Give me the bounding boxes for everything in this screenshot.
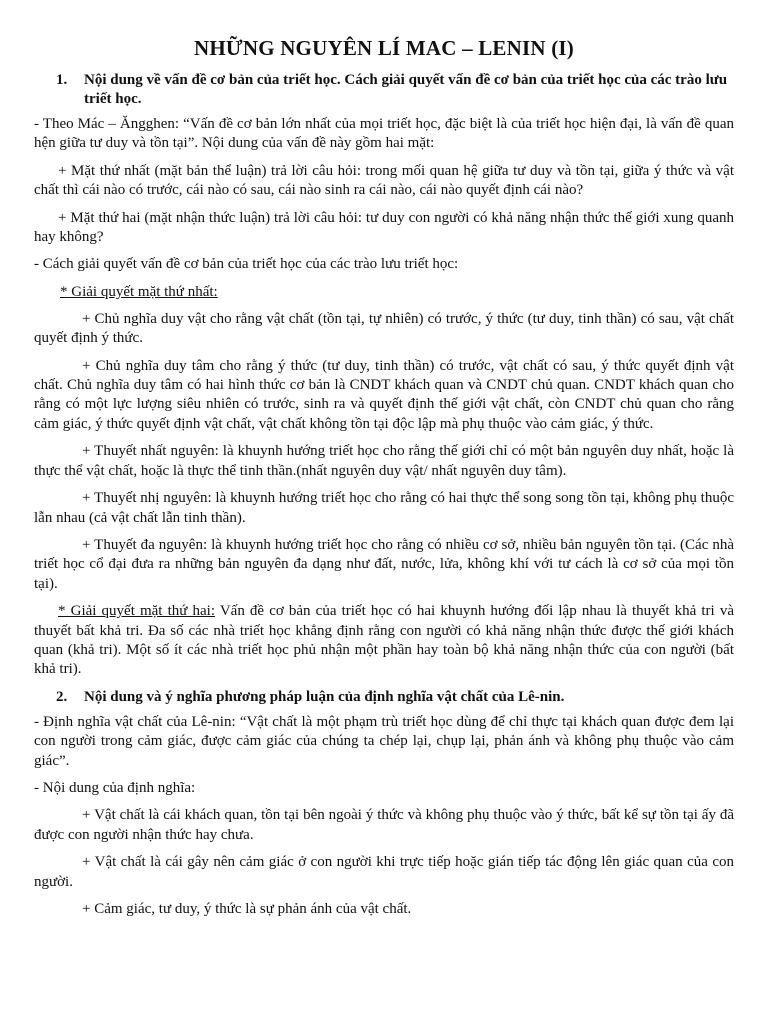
paragraph: - Định nghĩa vật chất của Lê-nin: “Vật chất là một phạm trù triết học dùng để chỉ thực tại khách quan được đem lại con người trong cảm giác, được cảm giác của chúng ta chép lại, chụp lại, phản ánh và không phụ thuộc vào cảm giác”.: [34, 713, 734, 769]
section-2-heading-text: Nội dung và ý nghĩa phương pháp luận của định nghĩa vật chất của Lê-nin.: [84, 688, 565, 705]
paragraph: + Cảm giác, tư duy, ý thức là sự phản ánh của vật chất.: [82, 901, 412, 917]
section-1-heading-text: Nội dung về vấn đề cơ bản của triết học. Cách giải quyết vấn đề cơ bản của triết học của các trào lưu triết học.: [84, 72, 728, 107]
paragraph: + Thuyết nhất nguyên: là khuynh hướng triết học cho rằng thế giới chỉ có một bản nguyên duy nhất, hoặc là thực thể vật chất, hoặc là thực thể tinh thần.(nhất nguyên duy vật/ nhất nguyên duy tâm).: [34, 443, 734, 479]
paragraph: + Vật chất là cái gây nên cảm giác ở con người khi trực tiếp hoặc gián tiếp tác động lên giác quan của con người.: [34, 854, 734, 890]
subheading-first-aspect: * Giải quyết mặt thứ nhất:: [60, 283, 218, 300]
section-1-heading: [34, 71, 734, 109]
section-2-number: 2.: [56, 688, 68, 705]
paragraph: - Theo Mác – Ăngghen: “Vấn đề cơ bản lớn nhất của mọi triết học, đặc biệt là của triết học hiện đại, là vấn đề quan hện giữa tư duy và tồn tại”. Nội dung của vấn đề này gồm hai mặt:: [34, 116, 734, 152]
paragraph: - Nội dung của định nghĩa:: [34, 779, 196, 796]
subheading-second-aspect: * Giải quyết mặt thứ hai:: [58, 603, 215, 620]
paragraph: + Mặt thứ hai (mặt nhận thức luận) trả lời câu hỏi: tư duy con người có khả năng nhận thức thế giới xung quanh hay không?: [34, 209, 734, 246]
paragraph: + Chủ nghĩa duy tâm cho rằng ý thức (tư duy, tinh thần) có trước, vật chất có sau, ý thức quyết định vật chất. Chủ nghĩa duy tâm có hai hình thức cơ bản là CNDT khách quan và CNDT chủ quan. CNDT khách quan cho rằng có một lực lượng siêu nhiên có trước, sinh ra và quyết định thế giới vật chất, còn CNDT chủ quan cho rằng cảm giác, ý thức quyết định vật chất, vật chất không tồn tại độc lập mà phụ thuộc vào cảm giác, ý thức.: [34, 357, 734, 432]
paragraph: + Thuyết nhị nguyên: là khuynh hướng triết học cho rằng có hai thực thể song song tồn tại, không phụ thuộc lẫn nhau (cả vật chất lẫn tinh thần).: [34, 490, 734, 526]
paragraph: + Mặt thứ nhất (mặt bản thể luận) trả lời câu hỏi: trong mối quan hệ giữa tư duy và tồn tại, giữa ý thức và vật chất thì cái nào có trước, cái nào có sau, cái nào sinh ra cái nào, cái nào quyết định cái nào?: [34, 162, 734, 199]
section-1-number: 1.: [56, 72, 68, 88]
section-2-heading: [34, 688, 734, 707]
paragraph: + Vật chất là cái khách quan, tồn tại bên ngoài ý thức và không phụ thuộc vào ý thức, bất kể sự tồn tại ấy đã được con người nhận thức hay chưa.: [34, 807, 734, 843]
paragraph: - Cách giải quyết vấn đề cơ bản của triết học của các trào lưu triết học:: [34, 256, 459, 273]
paragraph-second-aspect: * Giải quyết mặt thứ hai: Vấn đề cơ bản của triết học có hai khuynh hướng đối lập nhau là thuyết khả tri và thuyết bất khả tri. Đa số các nhà triết học khẳng định rằng con người có khả năng nhận thức được thế giới khách quan (khả tri). Một số ít các nhà triết học phủ nhận một phần hay toàn bộ khả năng nhận thức của con người (bất khả tri).: [34, 603, 734, 678]
paragraph: + Chủ nghĩa duy vật cho rằng vật chất (tồn tại, tự nhiên) có trước, ý thức (tư duy, tinh thần) có sau, vật chất quyết định ý thức.: [34, 310, 734, 347]
document-title: NHỮNG NGUYÊN LÍ MAC – LENIN (I): [194, 36, 574, 60]
paragraph: + Thuyết đa nguyên: là khuynh hướng triết học cho rằng có nhiều cơ sở, nhiều bản nguyên tồn tại. (Các nhà triết học cổ đại đưa ra những bản nguyên đa dạng như đất, nước, lửa, không khí với tư cách là cơ sở của mọi tồn tại).: [34, 536, 734, 592]
